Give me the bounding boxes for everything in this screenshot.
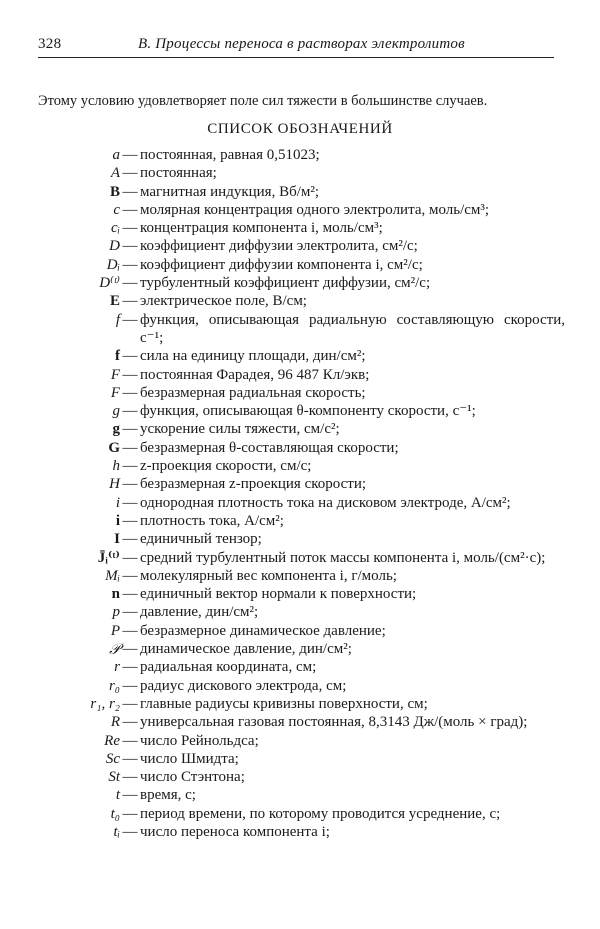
em-dash: — xyxy=(122,439,138,456)
notation-symbol: cᵢ xyxy=(110,220,120,237)
notation-symbol: Mᵢ xyxy=(105,567,120,584)
notation-entry xyxy=(0,603,600,621)
notation-definition: плотность тока, А/см²; xyxy=(140,512,284,529)
notation-definition: динамическое давление, дин/см²; xyxy=(140,641,352,658)
em-dash: — xyxy=(122,549,138,566)
notation-symbol: i xyxy=(115,494,120,511)
notation-definition: время, с; xyxy=(140,787,196,804)
notation-entry xyxy=(0,713,600,731)
notation-entry xyxy=(0,549,600,567)
notation-entry xyxy=(0,256,600,274)
em-dash: — xyxy=(122,403,138,420)
notation-symbol: D xyxy=(109,238,120,255)
notation-entry xyxy=(0,384,600,402)
notation-symbol: r₀ xyxy=(108,677,120,694)
notation-symbol: t₀ xyxy=(110,805,120,822)
em-dash: — xyxy=(122,695,138,712)
em-dash: — xyxy=(122,183,138,200)
notation-symbol: J̄ᵢ⁽ᵗ⁾ xyxy=(97,549,120,566)
intro-paragraph: Этому условию удовлетворяет поле сил тяжести в большинстве случаев. xyxy=(38,92,488,109)
notation-definition: единичный тензор; xyxy=(140,531,262,548)
notation-definition: безразмерная z-проекция скорости; xyxy=(140,476,367,493)
notation-entry xyxy=(0,677,600,695)
notation-symbol: H xyxy=(109,476,120,493)
em-dash: — xyxy=(122,275,138,292)
notation-entry xyxy=(0,219,600,237)
em-dash: — xyxy=(122,421,138,438)
notation-symbol: p xyxy=(112,604,120,621)
em-dash: — xyxy=(122,165,138,182)
notation-entry xyxy=(0,292,600,310)
notation-symbol: g xyxy=(112,421,120,438)
notation-symbol: c xyxy=(113,201,120,218)
notation-symbol: f xyxy=(115,348,120,365)
notation-symbol: f xyxy=(115,311,120,328)
em-dash: — xyxy=(122,805,138,822)
notation-definition: главные радиусы кривизны поверхности, см; xyxy=(140,695,428,712)
em-dash: — xyxy=(122,366,138,383)
notation-definition: единичный вектор нормали к поверхности; xyxy=(140,586,417,603)
notation-definition: число переноса компонента i; xyxy=(140,823,330,840)
em-dash: — xyxy=(122,531,138,548)
notation-definition: магнитная индукция, Вб/м²; xyxy=(140,183,320,200)
em-dash: — xyxy=(122,476,138,493)
notation-entry xyxy=(0,347,600,365)
notation-definition: сила на единицу площади, дин/см²; xyxy=(140,348,366,365)
notation-entry xyxy=(0,183,600,201)
notation-definition: средний турбулентный поток массы компонента i, моль/(см²·с); xyxy=(140,549,546,566)
em-dash: — xyxy=(122,677,138,694)
em-dash: — xyxy=(122,201,138,218)
notation-symbol: G xyxy=(108,439,120,456)
notation-symbol: t xyxy=(115,787,120,804)
em-dash: — xyxy=(122,311,138,328)
em-dash: — xyxy=(122,147,138,163)
notation-symbol: D⁽ᵗ⁾ xyxy=(99,275,120,292)
notation-definition: число Шмидта; xyxy=(140,750,239,767)
notation-entry xyxy=(0,585,600,603)
notation-entry xyxy=(0,457,600,475)
notation-symbol: A xyxy=(110,165,120,182)
header-rule xyxy=(38,57,554,58)
notation-definition: турбулентный коэффициент диффузии, см²/с; xyxy=(140,275,431,292)
em-dash: — xyxy=(122,293,138,310)
notation-entry xyxy=(0,237,600,255)
notation-definition: функция, описывающая θ-компоненту скорости, с⁻¹; xyxy=(140,403,476,420)
notation-entry xyxy=(0,420,600,438)
notation-definition: z-проекция скорости, см/с; xyxy=(140,458,312,475)
notation-entry xyxy=(0,164,600,182)
notation-definition: коэффициент диффузии компонента i, см²/с; xyxy=(140,256,423,273)
notation-symbol: tᵢ xyxy=(113,823,120,840)
notation-definition: молярная концентрация одного электролита, моль/см³; xyxy=(140,201,490,218)
notation-definition: безразмерная радиальная скорость; xyxy=(140,384,366,401)
notation-entry xyxy=(0,146,600,164)
notation-symbol: Re xyxy=(104,732,120,749)
notation-symbol: Sc xyxy=(105,750,120,767)
notation-entry xyxy=(0,512,600,530)
em-dash: — xyxy=(122,256,138,273)
notation-entry xyxy=(0,695,600,713)
notation-definition: однородная плотность тока на дисковом электроде, А/см²; xyxy=(140,494,511,511)
em-dash: — xyxy=(122,604,138,621)
notation-entry xyxy=(0,658,600,676)
notation-definition: коэффициент диффузии электролита, см²/с; xyxy=(140,238,418,255)
notation-entry xyxy=(0,402,600,420)
notation-symbol: 𝒫 xyxy=(109,640,120,659)
notation-symbol: F xyxy=(110,366,120,383)
notation-definition: безразмерное динамическое давление; xyxy=(140,622,386,639)
notation-symbol: r₁, r₂ xyxy=(90,695,120,712)
notation-definition: ускорение силы тяжести, см/с²; xyxy=(140,421,340,438)
em-dash: — xyxy=(122,823,138,840)
em-dash: — xyxy=(122,512,138,529)
notation-entry xyxy=(0,750,600,768)
em-dash: — xyxy=(122,586,138,603)
em-dash: — xyxy=(122,750,138,767)
em-dash: — xyxy=(122,732,138,749)
notation-definition: постоянная; xyxy=(140,165,217,182)
notation-definition: постоянная Фарадея, 96 487 Кл/экв; xyxy=(140,366,370,383)
em-dash: — xyxy=(122,659,138,676)
notation-entry xyxy=(0,732,600,750)
notation-definition: число Стэнтона; xyxy=(140,769,245,786)
page-header xyxy=(38,36,554,58)
em-dash: — xyxy=(122,458,138,475)
notation-symbol: F xyxy=(110,384,120,401)
notation-entry xyxy=(0,366,600,384)
notation-entry xyxy=(0,640,600,658)
notation-entry xyxy=(0,439,600,457)
em-dash: — xyxy=(122,348,138,365)
notation-definition: функция, описывающая радиальную составляющую скорости, с⁻¹; xyxy=(140,311,565,346)
notation-entry xyxy=(0,768,600,786)
em-dash: — xyxy=(122,769,138,786)
notation-entry xyxy=(0,786,600,804)
notation-definition: радиус дискового электрода, см; xyxy=(140,677,347,694)
running-title: В. Процессы переноса в растворах электролитов xyxy=(138,36,465,52)
notation-symbol: h xyxy=(112,458,120,475)
notation-symbol: i xyxy=(115,512,120,529)
em-dash: — xyxy=(122,622,138,639)
notation-symbol: E xyxy=(109,293,120,310)
notation-symbol: B xyxy=(109,183,120,200)
em-dash: — xyxy=(122,494,138,511)
notation-definition: молекулярный вес компонента i, г/моль; xyxy=(140,567,397,584)
notation-definition: постоянная, равная 0,51023; xyxy=(140,147,320,163)
notation-definition: концентрация компонента i, моль/см³; xyxy=(140,220,383,237)
notation-symbol: g xyxy=(112,403,120,420)
notation-entry xyxy=(0,823,600,841)
notation-symbol: P xyxy=(110,622,120,639)
notation-entry xyxy=(0,805,600,823)
notation-symbol: Dᵢ xyxy=(106,256,120,273)
notation-entry xyxy=(0,475,600,493)
notation-symbol: a xyxy=(112,147,120,163)
notation-definition: период времени, по которому проводится усреднение, с; xyxy=(140,805,501,822)
em-dash: — xyxy=(122,714,138,731)
notation-entry xyxy=(0,494,600,512)
em-dash: — xyxy=(122,787,138,804)
notation-list xyxy=(0,146,600,841)
notation-definition: безразмерная θ-составляющая скорости; xyxy=(140,439,399,456)
notation-entry xyxy=(0,530,600,548)
notation-symbol: St xyxy=(108,769,120,786)
em-dash: — xyxy=(122,384,138,401)
em-dash: — xyxy=(122,641,138,658)
notation-definition: давление, дин/см²; xyxy=(140,604,259,621)
section-title: СПИСОК ОБОЗНАЧЕНИЙ xyxy=(207,121,393,137)
notation-definition: число Рейнольдса; xyxy=(140,732,259,749)
em-dash: — xyxy=(122,220,138,237)
notation-symbol: n xyxy=(111,586,120,603)
em-dash: — xyxy=(122,567,138,584)
notation-entry xyxy=(0,201,600,219)
notation-entry xyxy=(0,567,600,585)
notation-entry xyxy=(0,311,600,348)
notation-definition: радиальная координата, см; xyxy=(140,659,317,676)
page-number: 328 xyxy=(38,36,62,52)
notation-entry xyxy=(0,274,600,292)
notation-entry xyxy=(0,622,600,640)
notation-definition: универсальная газовая постоянная, 8,3143 Дж/(моль × град); xyxy=(140,714,528,731)
notation-definition: электрическое поле, В/см; xyxy=(140,293,307,310)
notation-symbol: r xyxy=(114,659,120,676)
notation-symbol: I xyxy=(114,531,120,548)
em-dash: — xyxy=(122,238,138,255)
notation-symbol: R xyxy=(110,714,120,731)
